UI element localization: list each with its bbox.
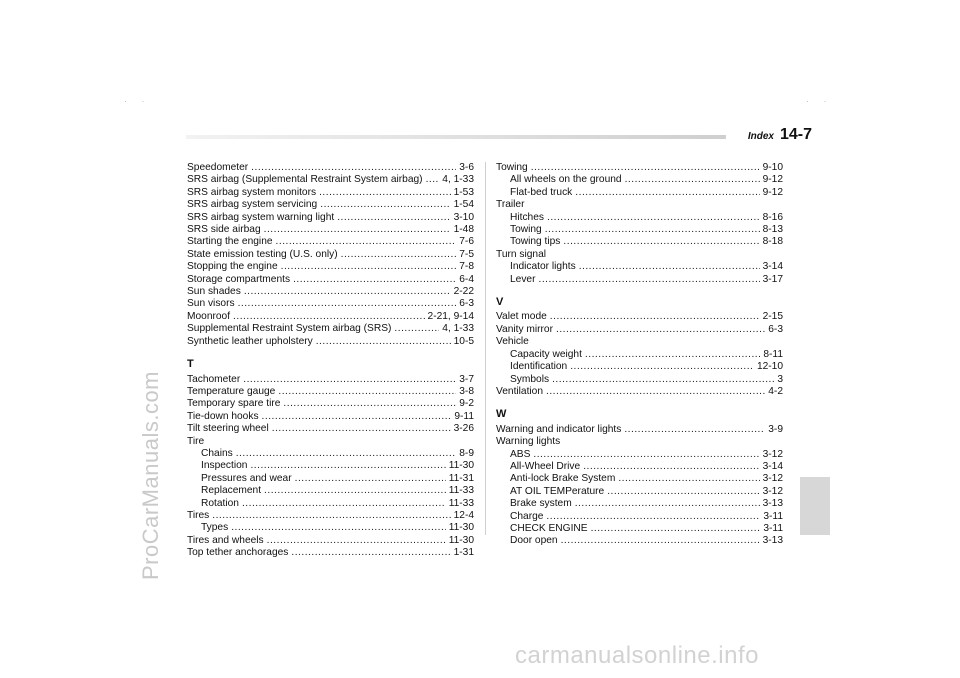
entry-page: 6-3: [768, 323, 783, 335]
index-entry: [187, 199, 474, 211]
entry-term: All wheels on the ground: [510, 174, 622, 186]
crop-mark-right: · ·: [806, 96, 833, 106]
entry-term: Types: [201, 522, 229, 534]
section-title: Index: [747, 131, 774, 142]
dot-leader: [264, 485, 446, 497]
dot-leader: [591, 523, 761, 535]
entry-page: 4, 1-33: [442, 323, 474, 335]
dot-leader: [212, 510, 450, 522]
index-entry: [187, 187, 474, 199]
entry-term: SRS side airbag: [187, 224, 261, 236]
index-subentry: [496, 212, 783, 224]
index-entry: [187, 162, 474, 174]
index-subentry: [496, 224, 783, 236]
index-entry: [496, 324, 783, 336]
entry-page: 7-6: [459, 236, 474, 248]
index-entry: [187, 398, 474, 410]
dot-leader: [394, 323, 439, 335]
entry-page: 8-16: [762, 211, 783, 223]
entry-term: Ventilation: [496, 385, 544, 397]
entry-page: 8-11: [763, 348, 783, 360]
entry-page: 8-9: [459, 447, 474, 459]
index-entry: [496, 386, 783, 398]
index-subentry: [496, 174, 783, 186]
entry-page: 9-11: [454, 410, 474, 422]
dot-leader: [319, 187, 451, 199]
entry-term: Hitches: [510, 211, 544, 223]
dot-leader: [231, 522, 446, 534]
index-subentry: [496, 486, 783, 498]
dot-leader: [267, 535, 446, 547]
dot-leader: [262, 411, 452, 423]
entry-page: 6-4: [459, 273, 474, 285]
index-heading-warning-lights: Warning lights: [496, 436, 561, 448]
index-entry: [187, 274, 474, 286]
dot-leader: [624, 424, 765, 436]
index-subentry: [496, 523, 783, 535]
index-entry: [187, 311, 474, 323]
entry-page: 1-48: [453, 224, 474, 236]
index-subentry: [187, 485, 474, 497]
index-entry: [187, 286, 474, 298]
entry-term: Towing tips: [510, 236, 561, 248]
index-subentry: [187, 522, 474, 534]
index-entry: [496, 162, 783, 174]
dot-leader: [547, 212, 760, 224]
entry-page: 9-10: [762, 162, 783, 173]
entry-page: 11-30: [448, 522, 474, 534]
chapter-tab: [800, 477, 830, 535]
index-subentry: [187, 460, 474, 472]
dot-leader: [272, 423, 451, 435]
index-subentry: [496, 236, 783, 248]
entry-page: 12-10: [756, 361, 783, 373]
index-subentry: [496, 274, 783, 286]
entry-term: Tilt steering wheel: [187, 423, 269, 435]
entry-term: Capacity weight: [510, 348, 582, 360]
index-entry: [496, 311, 783, 323]
entry-term: Lever: [510, 273, 536, 285]
index-subentry: [496, 449, 783, 461]
dot-leader: [337, 212, 450, 224]
entry-term: SRS airbag system warning light: [187, 211, 335, 223]
dot-leader: [242, 498, 446, 510]
entry-term: Charge: [510, 510, 544, 522]
entry-page: 11-31: [448, 472, 474, 484]
dot-leader: [563, 236, 759, 248]
entry-page: 3-13: [762, 535, 783, 547]
index-entry: [187, 510, 474, 522]
entry-term: State emission testing (U.S. only): [187, 248, 338, 260]
index-letter-heading: T: [187, 358, 194, 371]
entry-page: 12-4: [453, 509, 474, 521]
dot-leader: [575, 498, 760, 510]
index-entry: [187, 336, 474, 348]
index-entry: [187, 374, 474, 386]
dot-leader: [233, 311, 425, 323]
index-subentry: [496, 511, 783, 523]
entry-term: CHECK ENGINE: [510, 522, 588, 534]
dot-leader: [281, 261, 457, 273]
dot-leader: [264, 224, 451, 236]
entry-term: Flat-bed truck: [510, 186, 573, 198]
entry-term: Synthetic leather upholstery: [187, 335, 313, 347]
dot-leader: [556, 324, 765, 336]
dot-leader: [583, 461, 759, 473]
entry-term: Replacement: [201, 485, 262, 497]
index-column-right: [496, 162, 783, 548]
entry-term: Tie-down hooks: [187, 410, 259, 422]
entry-term: Storage compartments: [187, 273, 291, 285]
dot-leader: [625, 174, 760, 186]
entry-term: SRS airbag (Supplemental Restraint System airbag): [187, 174, 423, 186]
index-subentry: [496, 498, 783, 510]
entry-page: 1-54: [453, 199, 474, 211]
watermark-carmanualsonline: carmanualsonline.info: [515, 642, 759, 669]
entry-page: 3-11: [763, 510, 783, 522]
dot-leader: [341, 249, 457, 261]
dot-leader: [244, 286, 451, 298]
entry-term: Identification: [510, 361, 568, 373]
index-subentry: [496, 261, 783, 273]
entry-term: Temperature gauge: [187, 385, 276, 397]
index-entry: [187, 224, 474, 236]
entry-page: 11-30: [448, 534, 474, 546]
index-subentry: [187, 448, 474, 460]
dot-leader: [579, 261, 760, 273]
index-heading-tire: Tire: [187, 435, 205, 447]
entry-page: 9-12: [762, 174, 783, 186]
dot-leader: [561, 535, 760, 547]
entry-term: All-Wheel Drive: [510, 460, 581, 472]
index-entry: [187, 249, 474, 261]
entry-page: 3-14: [762, 460, 783, 472]
dot-leader: [276, 236, 457, 248]
entry-page: 1-31: [453, 547, 474, 559]
entry-term: Towing: [496, 162, 528, 173]
watermark-procarmanuals: ProCarManuals.com: [138, 370, 163, 580]
entry-term: Rotation: [201, 497, 239, 509]
crop-mark-left: · ·: [124, 96, 151, 106]
entry-term: Stopping the engine: [187, 261, 278, 273]
entry-term: Warning and indicator lights: [496, 423, 622, 435]
index-subentry: [187, 473, 474, 485]
index-column-left: [187, 162, 474, 560]
entry-page: 3-14: [762, 261, 783, 273]
dot-leader: [546, 386, 765, 398]
entry-term: Inspection: [201, 460, 248, 472]
index-heading-turn-signal: Turn signal: [496, 248, 547, 260]
index-entry: [187, 174, 474, 186]
entry-page: 4, 1-33: [442, 174, 474, 186]
entry-term: Chains: [201, 447, 233, 459]
entry-term: Tachometer: [187, 373, 241, 385]
entry-term: Top tether anchorages: [187, 547, 289, 559]
dot-leader: [238, 298, 457, 310]
entry-page: 3-8: [459, 385, 474, 397]
entry-page: 9-2: [459, 398, 474, 410]
entry-page: 9-12: [762, 186, 783, 198]
dot-leader: [291, 547, 450, 559]
dot-leader: [283, 398, 456, 410]
entry-term: Anti-lock Brake System: [510, 473, 616, 485]
entry-page: 6-3: [459, 298, 474, 310]
entry-term: Tires and wheels: [187, 534, 264, 546]
entry-term: Vanity mirror: [496, 323, 553, 335]
index-letter-heading: W: [496, 408, 507, 421]
header-rule: [186, 135, 726, 139]
entry-page: 3-11: [763, 522, 783, 534]
entry-term: Starting the engine: [187, 236, 273, 248]
entry-page: 2-22: [453, 286, 474, 298]
entry-term: Speedometer: [187, 162, 249, 173]
index-block-t: [187, 374, 474, 560]
entry-page: 3-12: [762, 473, 783, 485]
dot-leader: [295, 473, 446, 485]
dot-leader: [552, 374, 774, 386]
page-number: 14-7: [779, 126, 812, 143]
index-letter-heading: V: [496, 296, 504, 309]
entry-page: 3-13: [762, 498, 783, 510]
index-subentry: [496, 349, 783, 361]
dot-leader: [585, 349, 760, 361]
index-heading-trailer: Trailer: [496, 199, 525, 211]
dot-leader: [236, 448, 457, 460]
dot-leader: [531, 162, 760, 174]
index-subentry: [187, 498, 474, 510]
entry-term: Door open: [510, 535, 558, 547]
index-subentry: [496, 187, 783, 199]
entry-term: Sun shades: [187, 286, 241, 298]
entry-term: Temporary spare tire: [187, 398, 281, 410]
dot-leader: [607, 486, 759, 498]
index-entry: [187, 386, 474, 398]
index-subentry: [496, 461, 783, 473]
entry-page: 11-30: [448, 460, 474, 472]
index-entry: [187, 423, 474, 435]
entry-page: 3-7: [459, 373, 474, 385]
dot-leader: [293, 274, 456, 286]
page-header: [748, 126, 812, 144]
entry-term: Valet mode: [496, 311, 547, 323]
dot-leader: [278, 386, 456, 398]
index-heading-vehicle: Vehicle: [496, 336, 529, 348]
entry-term: Towing: [510, 224, 542, 236]
index-entry: [187, 298, 474, 310]
entry-page: 3-9: [768, 423, 783, 435]
index-entry: [187, 261, 474, 273]
entry-page: 3: [777, 373, 783, 385]
index-entry: [187, 236, 474, 248]
dot-leader: [251, 162, 456, 174]
entry-page: 3-12: [762, 448, 783, 460]
entry-page: 2-15: [762, 311, 783, 323]
dot-leader: [426, 174, 440, 186]
index-entry: [187, 212, 474, 224]
entry-page: 1-53: [453, 186, 474, 198]
entry-page: 3-12: [762, 485, 783, 497]
entry-page: 7-5: [459, 248, 474, 260]
entry-term: Sun visors: [187, 298, 235, 310]
index-entry: [187, 323, 474, 335]
dot-leader: [550, 311, 760, 323]
index-subentry: [496, 374, 783, 386]
index-entry: [187, 547, 474, 559]
entry-page: 7-8: [459, 261, 474, 273]
dot-leader: [320, 199, 450, 211]
dot-leader: [533, 449, 759, 461]
entry-term: Tires: [187, 509, 210, 521]
dot-leader: [546, 511, 760, 523]
entry-page: 3-10: [453, 211, 474, 223]
entry-page: 3-17: [762, 273, 783, 285]
entry-term: ABS: [510, 448, 531, 460]
entry-term: Indicator lights: [510, 261, 576, 273]
index-entry: [496, 424, 783, 436]
entry-term: Moonroof: [187, 310, 231, 322]
index-subentry: [496, 535, 783, 547]
dot-leader: [545, 224, 760, 236]
entry-page: 10-5: [453, 335, 474, 347]
dot-leader: [538, 274, 759, 286]
dot-leader: [570, 361, 754, 373]
entry-term: Brake system: [510, 498, 572, 510]
entry-term: Supplemental Restraint System airbag (SRS): [187, 323, 392, 335]
entry-page: 3-26: [453, 423, 474, 435]
index-subentry: [496, 473, 783, 485]
index-subentry: [496, 361, 783, 373]
column-divider: [485, 162, 486, 535]
entry-page: 11-33: [448, 497, 474, 509]
dot-leader: [243, 374, 456, 386]
entry-page: 3-6: [459, 162, 474, 173]
entry-page: 11-33: [448, 485, 474, 497]
entry-page: 8-18: [762, 236, 783, 248]
entry-term: AT OIL TEMPerature: [510, 485, 605, 497]
entry-term: Symbols: [510, 373, 550, 385]
index-entry: [187, 535, 474, 547]
index-block-s: [187, 162, 474, 348]
dot-leader: [575, 187, 759, 199]
entry-term: Pressures and wear: [201, 472, 292, 484]
entry-term: SRS airbag system servicing: [187, 199, 318, 211]
dot-leader: [618, 473, 759, 485]
entry-page: 8-13: [762, 224, 783, 236]
entry-page: 2-21, 9-14: [427, 310, 474, 322]
entry-term: SRS airbag system monitors: [187, 186, 317, 198]
index-entry: [187, 411, 474, 423]
dot-leader: [316, 336, 451, 348]
dot-leader: [250, 460, 445, 472]
entry-page: 4-2: [768, 385, 783, 397]
